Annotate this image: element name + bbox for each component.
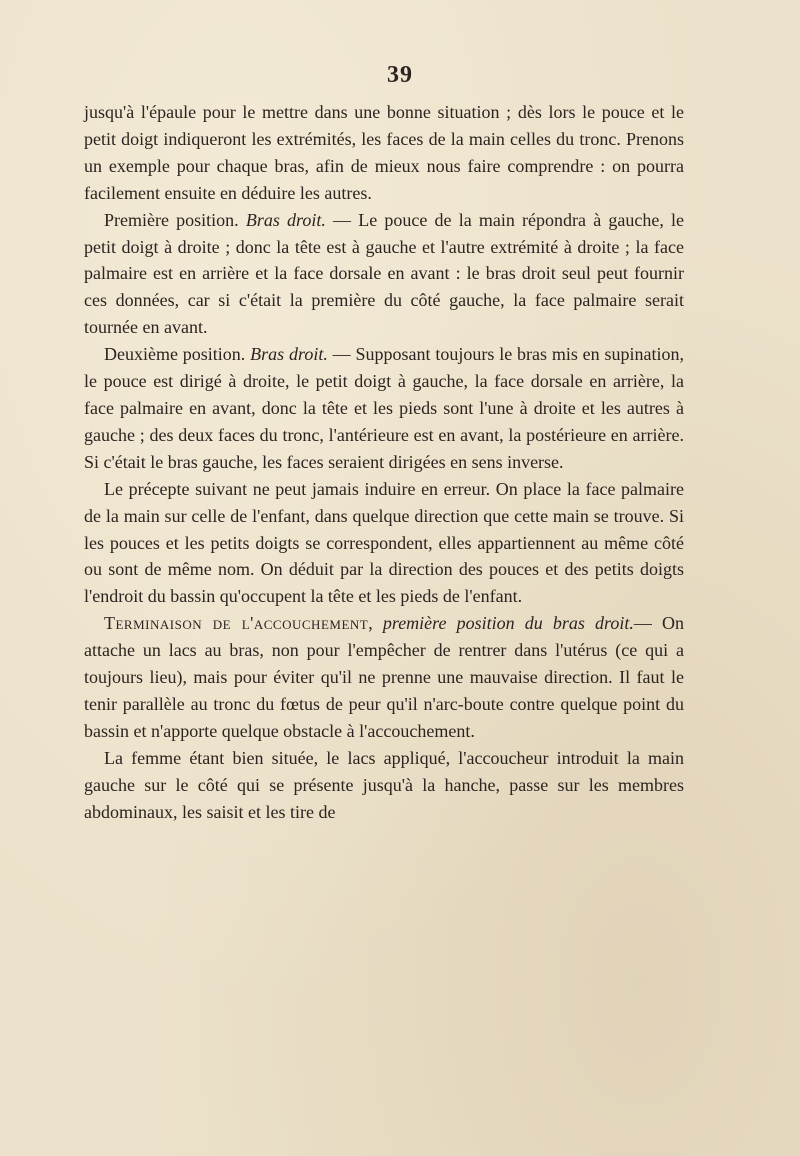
paragraph-5-lead-italic: première position du bras droit. xyxy=(382,613,634,634)
page-number: 39 xyxy=(387,62,413,88)
body-text xyxy=(84,99,684,825)
paragraph-3-lead: Deuxième position. xyxy=(104,344,251,365)
paragraph-3 xyxy=(84,341,684,476)
paragraph-1 xyxy=(84,99,684,207)
section-heading: Terminaison de l'accouchement xyxy=(104,613,369,634)
paragraph-2-text: — Le pouce de la main répondra à gauche, le petit doigt à droite ; donc la tête est à gauche et l'autre extrémité à droite ; la face palmaire est en arrière et la face dorsale en avant : le bras droit seul peut fournir ces données, car si c'était la première du côté gauche, la face palmaire serait tournée en avant. xyxy=(84,209,685,338)
paragraph-1-text: jusqu'à l'épaule pour le mettre dans une bonne situation ; dès lors le pouce et le petit doigt indiqueront les extrémités, les faces de la main celles du tronc. Prenons un exemple pour chaque bras, afin de mieux nous faire comprendre : on pourra facilement ensuite en déduire les autres. xyxy=(84,102,684,203)
paragraph-6 xyxy=(84,745,684,826)
paragraph-3-lead-italic: Bras droit. xyxy=(250,344,328,365)
paragraph-4-text: Le précepte suivant ne peut jamais induire en erreur. On place la face palmaire de la main sur celle de l'enfant, dans quelque direction que cette main se trouve. Si les pouces et les petits doigts se correspondent, elles appartiennent au même côté ou sont de même nom. On déduit par la direction des pouces et des petits doigts l'endroit du bassin qu'occupent la tête et les pieds de l'enfant. xyxy=(84,478,684,607)
paragraph-4 xyxy=(84,476,684,611)
paragraph-5-sep: , xyxy=(368,613,383,634)
paragraph-2-lead-italic: Bras droit. xyxy=(245,209,326,230)
paragraph-2-lead: Première position. xyxy=(104,209,246,230)
paragraph-6-text: La femme étant bien située, le lacs appliqué, l'accoucheur introduit la main gauche sur le côté qui se présente jusqu'à la hanche, passe sur les membres abdominaux, les saisit et les tire de xyxy=(84,747,684,822)
paragraph-2 xyxy=(84,207,684,342)
paragraph-3-text: — Supposant toujours le bras mis en supination, le pouce est dirigé à droite, le petit doigt à gauche, la face dorsale en arrière, la face palmaire en avant, donc la tête et les pieds sont l'une à droite et les autres à gauche ; des deux faces du tronc, l'antérieure est en avant, la postérieure en arrière. Si c'était le bras gauche, les faces seraient dirigées en sens inverse. xyxy=(84,344,685,472)
paragraph-5 xyxy=(84,610,684,745)
paragraph-5-text: — On attache un lacs au bras, non pour l'empêcher de rentrer dans l'utérus (ce qui a toujours lieu), mais pour éviter qu'il ne prenne une mauvaise direction. Il faut le tenir parallèle au tronc du fœtus de peur qu'il n'arc-boute contre quelque point du bassin et n'apporte quelque obstacle à l'accouchement. xyxy=(84,613,685,741)
